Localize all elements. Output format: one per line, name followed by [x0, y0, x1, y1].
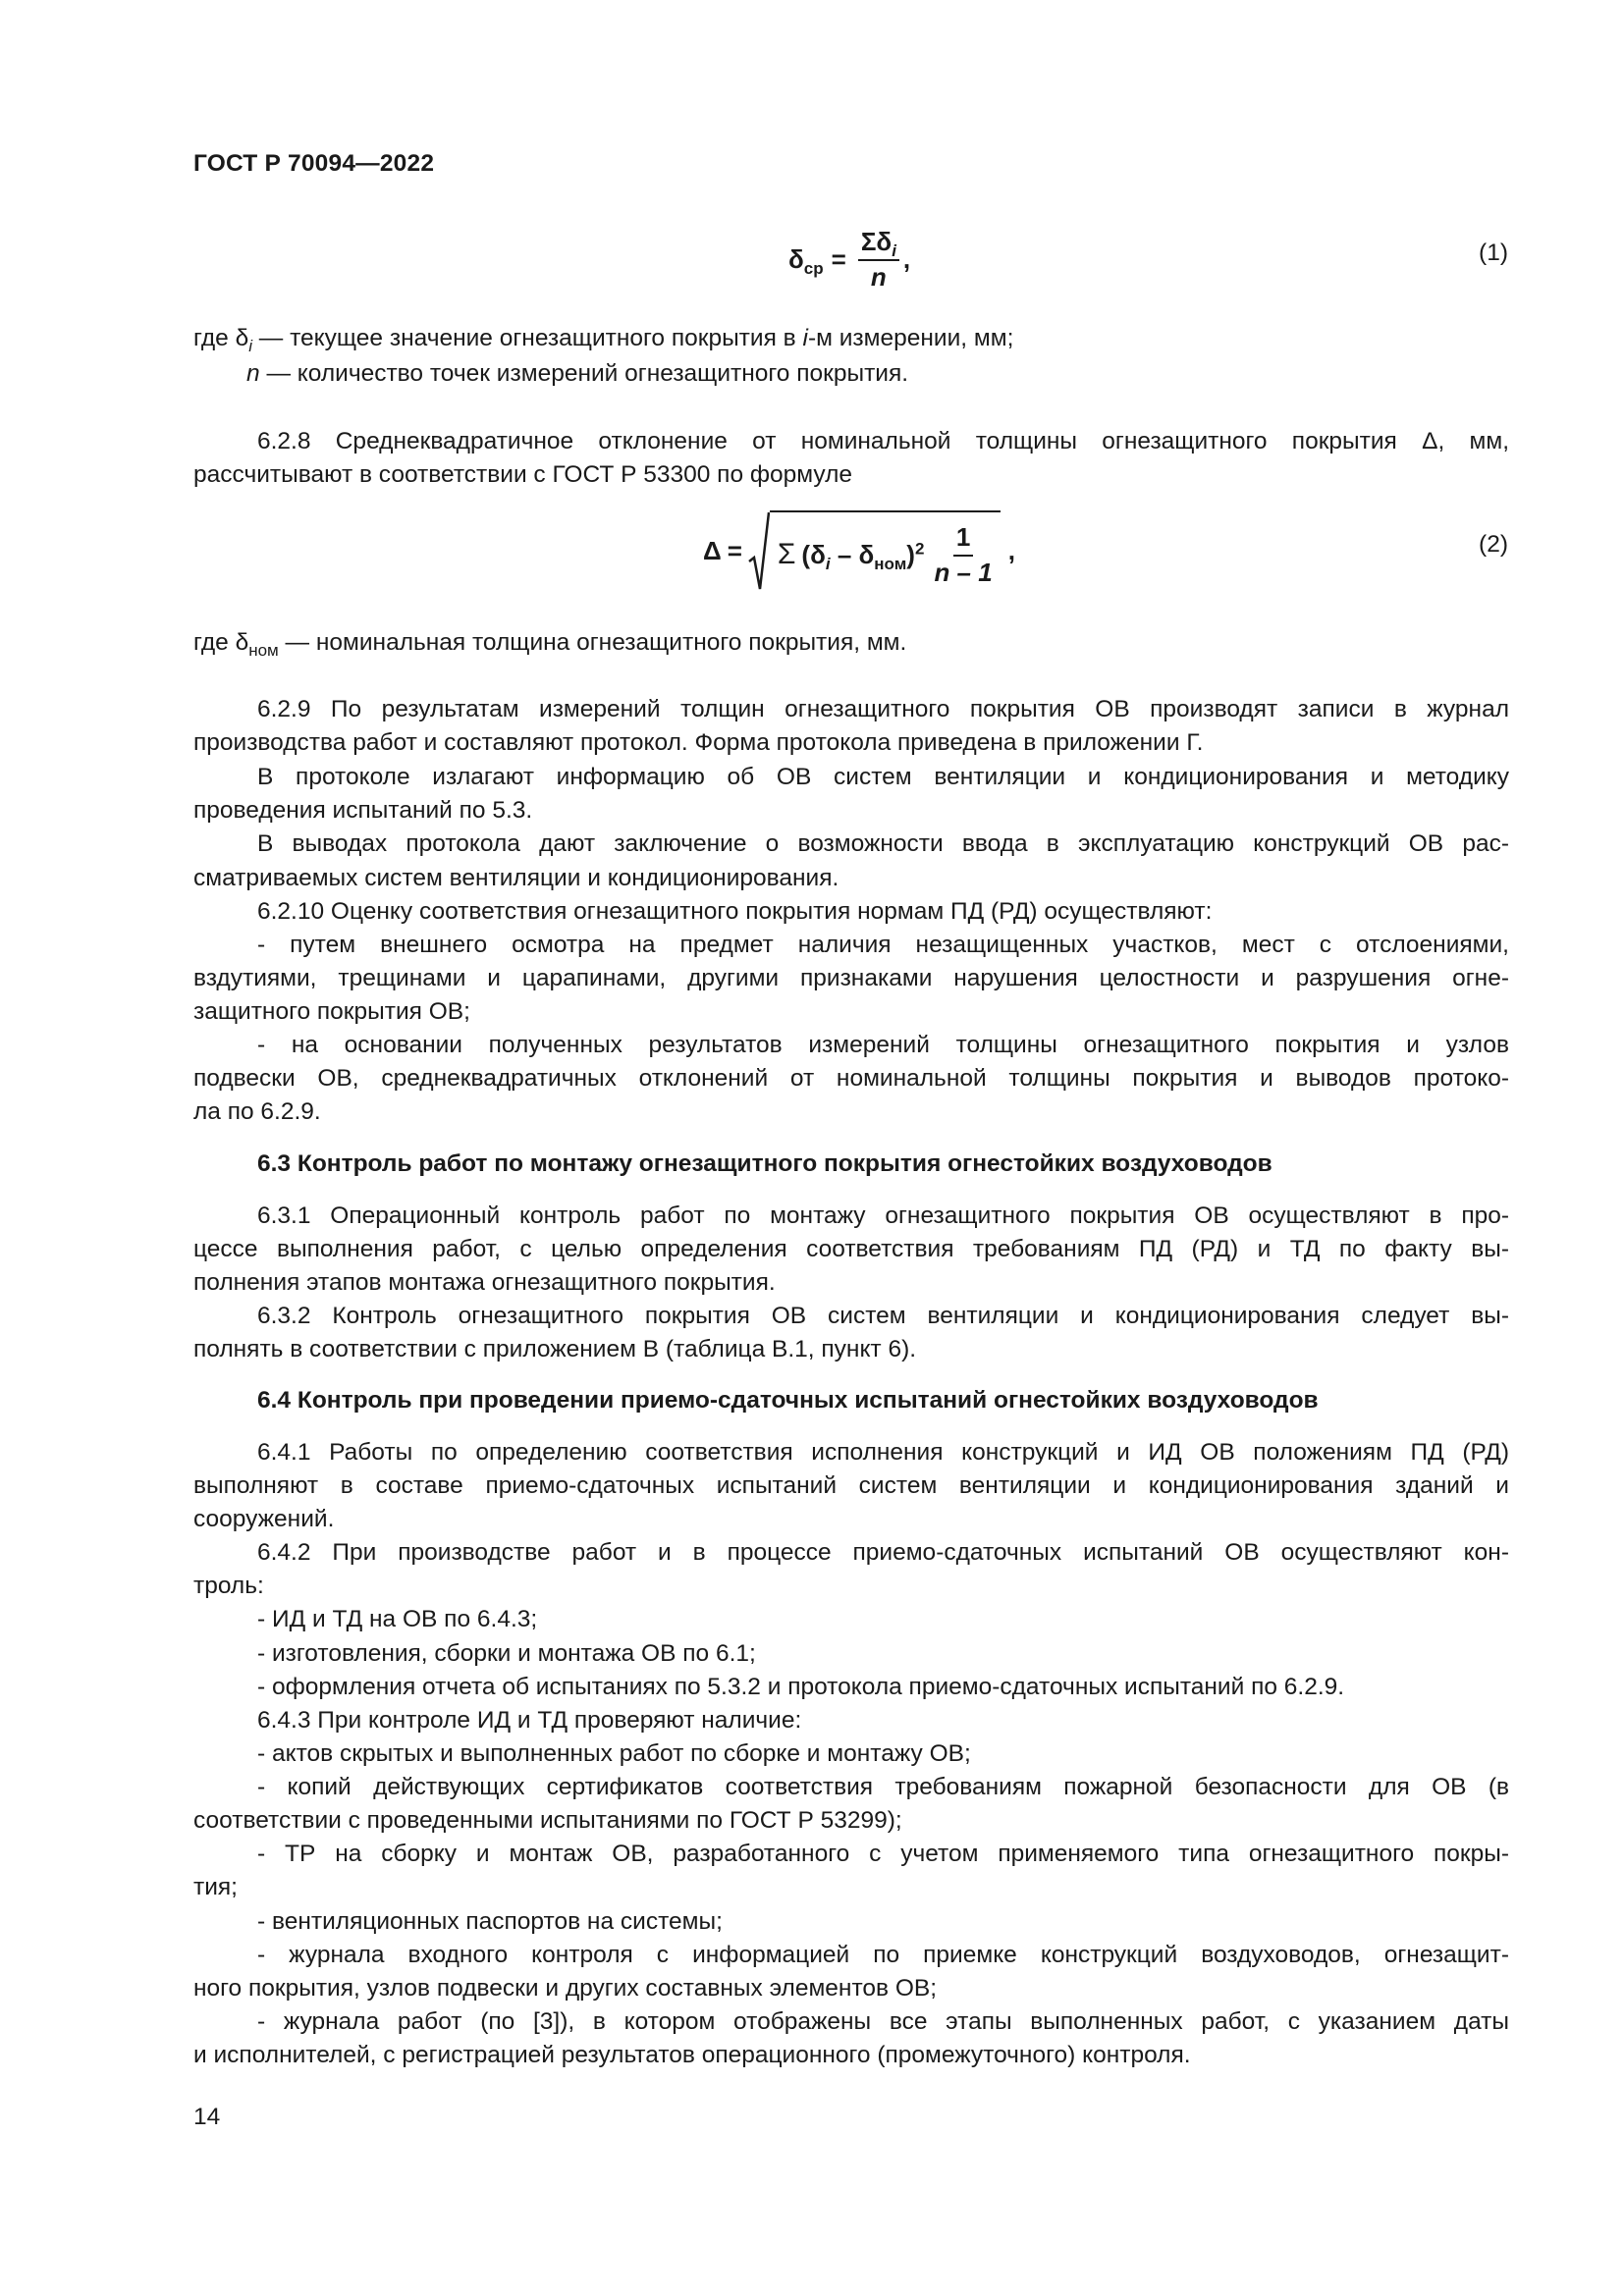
para-6-2-9-line: производства работ и составляют протокол. Форма протокола приведена в приложении Г.	[193, 729, 1204, 756]
para-6-2-9-line: сматриваемых систем вентиляции и кондиционирования.	[193, 865, 839, 891]
list-item: - изготовления, сборки и монтажа ОВ по 6.1;	[257, 1640, 756, 1667]
list-item: - журнала входного контроля с информацией по приемке конструкций воздуховодов, огнезащит-	[257, 1942, 1509, 1968]
sqrt-sign: Σ $(\delta_i - \delta_{ном})^2$ $\frac{1}{n - 1}$	[748, 510, 1001, 591]
equation-number-2: (2)	[1479, 531, 1508, 558]
para-6-2-9-line: проведения испытаний по 5.3.	[193, 797, 533, 824]
list-item: - ИД и ТД на ОВ по 6.4.3;	[257, 1606, 538, 1632]
para-6-2-10-line: подвески ОВ, среднеквадратичных отклонений от номинальной толщины покрытия и выводов протоко-	[193, 1065, 1509, 1092]
document-id: ГОСТ Р 70094—2022	[193, 150, 435, 177]
list-item: - ТР на сборку и монтаж ОВ, разработанного с учетом применяемого типа огнезащитного покры-	[257, 1841, 1509, 1867]
list-item: - актов скрытых и выполненных работ по сборке и монтажу ОВ;	[257, 1740, 971, 1767]
list-item-continued: и исполнителей, с регистрацией результатов операционного (промежуточного) контроля.	[193, 2042, 1191, 2068]
where-line-2: n — количество точек измерений огнезащитного покрытия.	[246, 360, 909, 387]
para-6-3-1-line: цессе выполнения работ, с целью определения соответствия требованиям ПД (РД) и ТД по факту вы-	[193, 1236, 1509, 1262]
para-6-2-9-line: 6.2.9 По результатам измерений толщин огнезащитного покрытия ОВ производят записи в журнал	[257, 696, 1509, 722]
formula-1-fraction: $\frac{\Sigma\delta_i}{n}$	[858, 228, 899, 291]
list-item-continued: тия;	[193, 1874, 238, 1900]
section-heading-6-3: 6.3 Контроль работ по монтажу огнезащитного покрытия огнестойких воздуховодов	[257, 1150, 1272, 1177]
para-6-4-1-line: сооружений.	[193, 1506, 335, 1532]
formula-1-eq: =	[831, 243, 846, 274]
para-6-2-8-line: 6.2.8 Среднеквадратичное отклонение от номинальной толщины огнезащитного покрытия Δ, мм,	[257, 428, 1509, 454]
list-item-continued: ного покрытия, узлов подвески и других составных элементов ОВ;	[193, 1975, 938, 2002]
formula-2: Δ = Σ $(\delta_i - \delta_{ном})^2$ $\frac{1}{n - 1}$ ,	[703, 510, 1015, 591]
para-6-2-10-line: вздутиями, трещинами и царапинами, другими признаками нарушения целостности и разрушения огне-	[193, 965, 1509, 991]
para-6-2-10-line: - на основании полученных результатов измерений толщины огнезащитного покрытия и узлов	[257, 1032, 1509, 1058]
para-6-3-1-line: полнения этапов монтажа огнезащитного покрытия.	[193, 1269, 776, 1296]
list-item: - копий действующих сертификатов соответствия требованиям пожарной безопасности для ОВ (в	[257, 1774, 1509, 1800]
para-6-4-1-line: 6.4.1 Работы по определению соответствия исполнения конструкций и ИД ОВ положениям ПД (РД)	[257, 1439, 1509, 1466]
para-6-2-10-line: защитного покрытия ОВ;	[193, 998, 470, 1025]
para-6-4-2-line: троль:	[193, 1573, 264, 1599]
para-6-3-2-line: 6.3.2 Контроль огнезащитного покрытия ОВ систем вентиляции и кондиционирования следует вы-	[257, 1303, 1509, 1329]
radical-icon	[748, 510, 770, 591]
where-line-3: где $\delta_{ном}$ — номинальная толщина огнезащитного покрытия, мм.	[193, 629, 907, 660]
para-6-2-10-line: 6.2.10 Оценку соответствия огнезащитного покрытия нормам ПД (РД) осуществляют:	[257, 898, 1213, 925]
para-6-4-1-line: выполняют в составе приемо-сдаточных испытаний систем вентиляции и кондиционирования зданий и	[193, 1472, 1509, 1499]
para-6-2-10-line: ла по 6.2.9.	[193, 1098, 321, 1125]
para-6-4-3-line: 6.4.3 При контроле ИД и ТД проверяют наличие:	[257, 1707, 802, 1734]
para-6-2-9-line: В выводах протокола дают заключение о возможности ввода в эксплуатацию конструкций ОВ рас-	[257, 830, 1509, 857]
list-item: - журнала работ (по [3]), в котором отображены все этапы выполненных работ, с указанием даты	[257, 2008, 1509, 2035]
formula-1-lhs: $\delta_{ср}$	[788, 243, 824, 278]
section-heading-6-4: 6.4 Контроль при проведении приемо-сдаточных испытаний огнестойких воздуховодов	[257, 1387, 1319, 1414]
equation-number-1: (1)	[1479, 240, 1508, 266]
para-6-3-1-line: 6.3.1 Операционный контроль работ по монтажу огнезащитного покрытия ОВ осуществляют в про-	[257, 1202, 1509, 1229]
formula-1: $\delta_{ср}$ = $\frac{\Sigma\delta_i}{n}$ ,	[788, 227, 911, 292]
para-6-2-9-line: В протоколе излагают информацию об ОВ систем вентиляции и кондиционирования и методику	[257, 764, 1509, 790]
list-item: - вентиляционных паспортов на системы;	[257, 1908, 723, 1935]
para-6-3-2-line: полнять в соответствии с приложением В (таблица В.1, пункт 6).	[193, 1336, 917, 1362]
where-line-1: где $\delta_i$ — текущее значение огнезащитного покрытия в i-м измерении, мм;	[193, 325, 1014, 355]
para-6-2-8-line: рассчитывают в соответствии с ГОСТ Р 53300 по формуле	[193, 461, 853, 488]
page-number: 14	[193, 2104, 221, 2130]
list-item: - оформления отчета об испытаниях по 5.3.2 и протокола приемо-сдаточных испытаний по 6.2.9.	[257, 1674, 1345, 1700]
para-6-2-10-line: - путем внешнего осмотра на предмет наличия незащищенных участков, мест с отслоениями,	[257, 932, 1509, 958]
list-item-continued: соответствии с проведенными испытаниями по ГОСТ Р 53299);	[193, 1807, 902, 1834]
para-6-4-2-line: 6.4.2 При производстве работ и в процессе приемо-сдаточных испытаний ОВ осуществляют кон-	[257, 1539, 1509, 1566]
